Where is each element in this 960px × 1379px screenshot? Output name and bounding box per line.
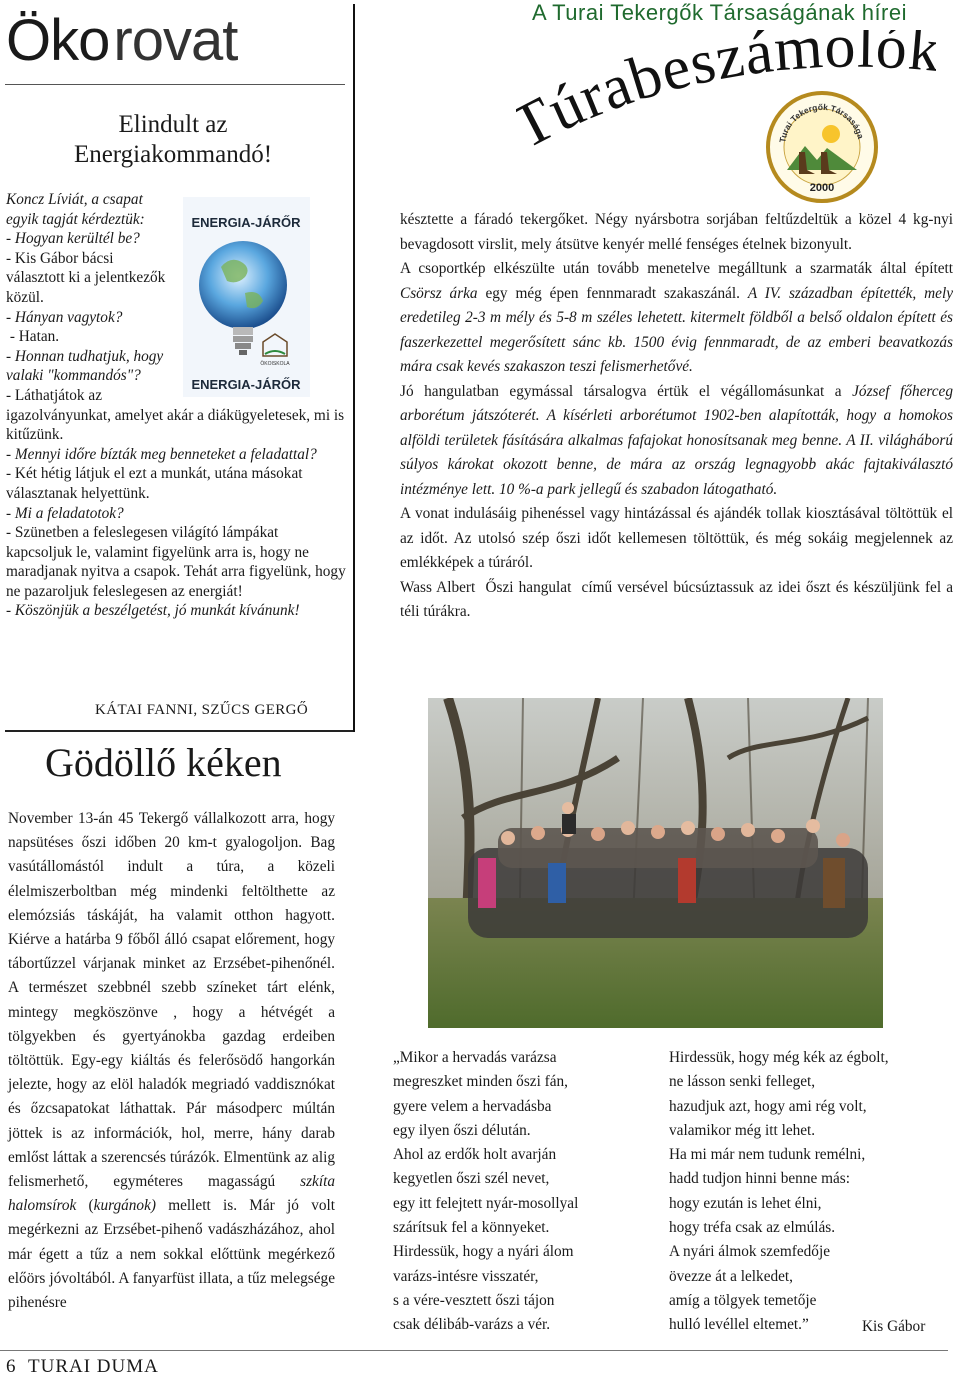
interview-line: - Mennyi időre bízták meg benneteket a feladattal? <box>6 445 317 463</box>
newsletter-title: A Turai Tekergők Társaságának hírei <box>532 0 907 25</box>
article-paragraph <box>400 380 953 503</box>
image-float-spacer <box>170 190 346 402</box>
text-run-italic: Csörsz árka <box>400 284 478 302</box>
footer-rule <box>0 1350 948 1351</box>
logo-year: 2000 <box>809 182 835 194</box>
kicker-line: Energiakommandó! <box>73 141 273 168</box>
poem-line: megreszket minden őszi fán, <box>393 1073 569 1091</box>
poem-line: egy itt felejtett nyár-mosollyal <box>393 1194 579 1212</box>
logo-arc-text: Turai Tekergők Társasága <box>777 101 866 144</box>
interview-line: Koncz Líviát, a csapat egyik tagját kérdeztük: <box>6 191 145 228</box>
poem-line: varázs-intésre visszatér, <box>393 1267 539 1285</box>
section-title-bold: Öko <box>6 8 110 73</box>
column-divider <box>353 4 355 732</box>
article-paragraph <box>400 576 957 625</box>
interview-line: - Kis Gábor bácsi választott ki a jelentkezők közül. <box>6 249 166 306</box>
poem-line: csak délibáb-varázs a vér. <box>393 1316 551 1334</box>
interview-body <box>6 190 346 621</box>
text-run: A csoportkép elkészülte után tovább menetelve megálltunk a szarmaták által épített <box>400 260 953 277</box>
poem-left-column <box>393 1046 578 1338</box>
poem-line: Hirdessük, hogy a nyári álom <box>393 1243 574 1261</box>
club-logo <box>765 90 879 204</box>
text-run: ( <box>76 1197 94 1215</box>
text-run-italic: József főherceg arborétum játszóterét. A kísérleti arborétumot 1902-ben alapították, hogy a homokos alföldi területek fásítására alkalmas fafajokat honosítsanak meg benne. A II. világháború súlyos károkat okozott benne, de mára az ország legnagyobb akác fajtakiválasztó intézménye lett. 10 %-a park jellegű és szabadon látogatható. <box>400 382 953 498</box>
interview-line: - Két hétig látjuk el ezt a munkát, utána másokat választanak helyettünk. <box>6 465 303 502</box>
article-paragraph <box>400 257 953 380</box>
section-title <box>6 6 237 76</box>
interview-line: - Hányan vagytok? <box>6 308 123 326</box>
interview-line: - Hatan. <box>6 328 60 346</box>
poem-author: Kis Gábor <box>862 1318 926 1335</box>
poem-line: övezze át a lelkedet, <box>669 1267 793 1285</box>
interview-line: - Szünetben a feleslegesen világító lámpákat kapcsoljuk le, valamint figyelünk arra is, hogy ne maradjanak nyitva a csapok. Tehát arra figyelünk, hogy ne pazaroljuk feleslegesen az energiát! <box>6 524 346 600</box>
text-run: késztette a fáradó tekergőket. Négy nyársbotra sorjában feltűzdeltük a közel 4 kg-nyi bevagdosott virslit, mely átsütve kenyér mellé fenséges ételnek bizonyult. <box>400 211 953 253</box>
poem-line: hulló levéllel eltemet.” <box>669 1316 809 1334</box>
interview-line: - Köszönjük a beszélgetést, jó munkát kívánunk! <box>6 602 300 620</box>
page-footer <box>6 1356 159 1378</box>
article-title: Gödöllő kéken <box>45 740 282 785</box>
poem-line: Ahol az erdők holt avarján <box>393 1146 557 1164</box>
kicker-line: Elindult az <box>118 111 228 138</box>
image-badge: ÖKOISKOLA <box>260 361 290 367</box>
group-photo <box>428 698 883 1028</box>
poem-line: hadd tudjon hinni benne más: <box>669 1170 850 1188</box>
image-label-top: ENERGIA-JÁRŐR <box>191 215 301 230</box>
poem-line: gyere velem a hervadásba <box>393 1097 552 1115</box>
poem-line: Ha mi már nem tudunk remélni, <box>669 1146 866 1164</box>
article-paragraph <box>400 208 953 257</box>
poem-line: egy ilyen őszi délután. <box>393 1121 531 1139</box>
text-run: Jó hangulatban egymással társalogva értük el végállomásunkat a <box>400 382 853 400</box>
text-run: November 13-án 45 Tekergő vállalkozott arra, hogy napsütéses őszi időben 20 km-t gyalogoljon. Bag vasútállomástól indult a túra, a közeli élelmiszerboltban még mindenki feltölthette az elemózsiás táskáját, ha valamit otthon hagyott. Kiérve a határba 9 főből álló csapat előrement, hogy tábortűzzel várjanak minket az Erzsébet-pihenőnél. A természet szebbnél szebb színeket tárt elénk, mintegy megköszönve , hogy a hétvégét a tölgyekben és gyertyánokba gazdag erdeiben töltöttük. Egy-egy kiáltás és felerősödő hangorkán jelezte, hogy az elöl haladók megriadó vaddisznókat és őzcsapatokat láthattak. Pár másodperc múltán jöttek is az információk, hol, merre, hány darab emlőst láttak a szerencsés túrázók. Elmentünk az alig felismerhető, egyméteres magasságú <box>8 810 335 1191</box>
poem-line: hogy tréfa csak az elmúlás. <box>669 1219 836 1237</box>
poem-line: Hirdessük, hogy még kék az égbolt, <box>669 1049 889 1066</box>
poem-right-column <box>669 1046 889 1338</box>
interview-line: - Láthatjátok az igazolványunkat, amelyet akár a diákügyeletesek, mi is kitűzünk. <box>6 386 345 444</box>
text-run: mellett is. Már jó volt megérkezni az Erzsébet-pihenő vadászházához, ahol már égett a tűz a nem sokkal előttünk megérkező előörs jóvoltából. A fanyarfüst illata, a tűz melegsége pihenésre <box>8 1197 336 1312</box>
poem-line: hazudjuk azt, hogy ami rég volt, <box>669 1097 867 1115</box>
interview-line: - Mi a feladatotok? <box>6 504 124 522</box>
interview-line: - Hogyan kerültél be? <box>6 230 140 248</box>
interview-kicker <box>58 110 288 170</box>
poem-line: s a vére-vesztett őszi tájon <box>393 1291 555 1309</box>
section-title-light: rovat <box>113 8 238 73</box>
feature-title-text: úrabeszámoló <box>538 30 910 145</box>
poem-line: valamikor még itt lehet. <box>669 1121 816 1139</box>
text-run-italic: A IV. században építették, mely eredetileg 2-3 m mély és 5-8 m széles lehetett. kitermelt földből a belső oldalon épített és faszerkezettel megerősített sánc kb. 1500 évig fennmaradt, de az emberi beavatkozás mára csak kevés szakaszon teszi felismerhetővé. <box>400 284 953 375</box>
divider <box>5 84 345 85</box>
poem-line: hogy ezután is lehet élni, <box>669 1194 822 1212</box>
article-paragraph <box>400 502 953 576</box>
interview-line: - Honnan tudhatjuk, hogy valaki "kommandós"? <box>6 347 164 385</box>
poem-line: A nyári álmok szemfedője <box>669 1243 830 1261</box>
text-run: A vonat indulásáig pihenéssel vagy hintázással és ajándék tollak kiosztásával töltöttük el az időt. Az utolsó szép őszi időt kellemesen töltöttük, és még sokáig megjelennek az emlékképek a túráról. <box>400 505 953 571</box>
image-label-bottom: ENERGIA-JÁRŐR <box>191 377 301 392</box>
article-right-column <box>400 208 957 625</box>
page-number: 6 <box>6 1356 17 1377</box>
text-run-italic: kurgánok) <box>93 1197 156 1215</box>
article-left-column <box>8 807 335 1315</box>
text-run: Wass Albert Őszi hangulat című versével búcsúztassuk az idei őszt és készüljünk fel a téli túrákra. <box>400 578 957 620</box>
poem-line: „Mikor a hervadás varázsa <box>393 1049 557 1066</box>
divider <box>5 730 353 732</box>
publication-name: TURAI DUMA <box>28 1356 159 1377</box>
text-run: egy még épen fennmaradt szakaszánál. <box>477 284 748 302</box>
poem-line: szárítsuk fel a könnyeket. <box>393 1219 550 1237</box>
poem-line: amíg a tölgyek temetője <box>669 1291 817 1309</box>
interview-authors: KÁTAI FANNI, SZŰCS GERGŐ <box>95 702 309 718</box>
poem-line: ne lásson senki felleget, <box>669 1073 816 1091</box>
poem-line: kegyetlen őszi szél nevet, <box>393 1170 550 1188</box>
text-run-italic: szkíta halomsírok <box>8 1173 335 1215</box>
